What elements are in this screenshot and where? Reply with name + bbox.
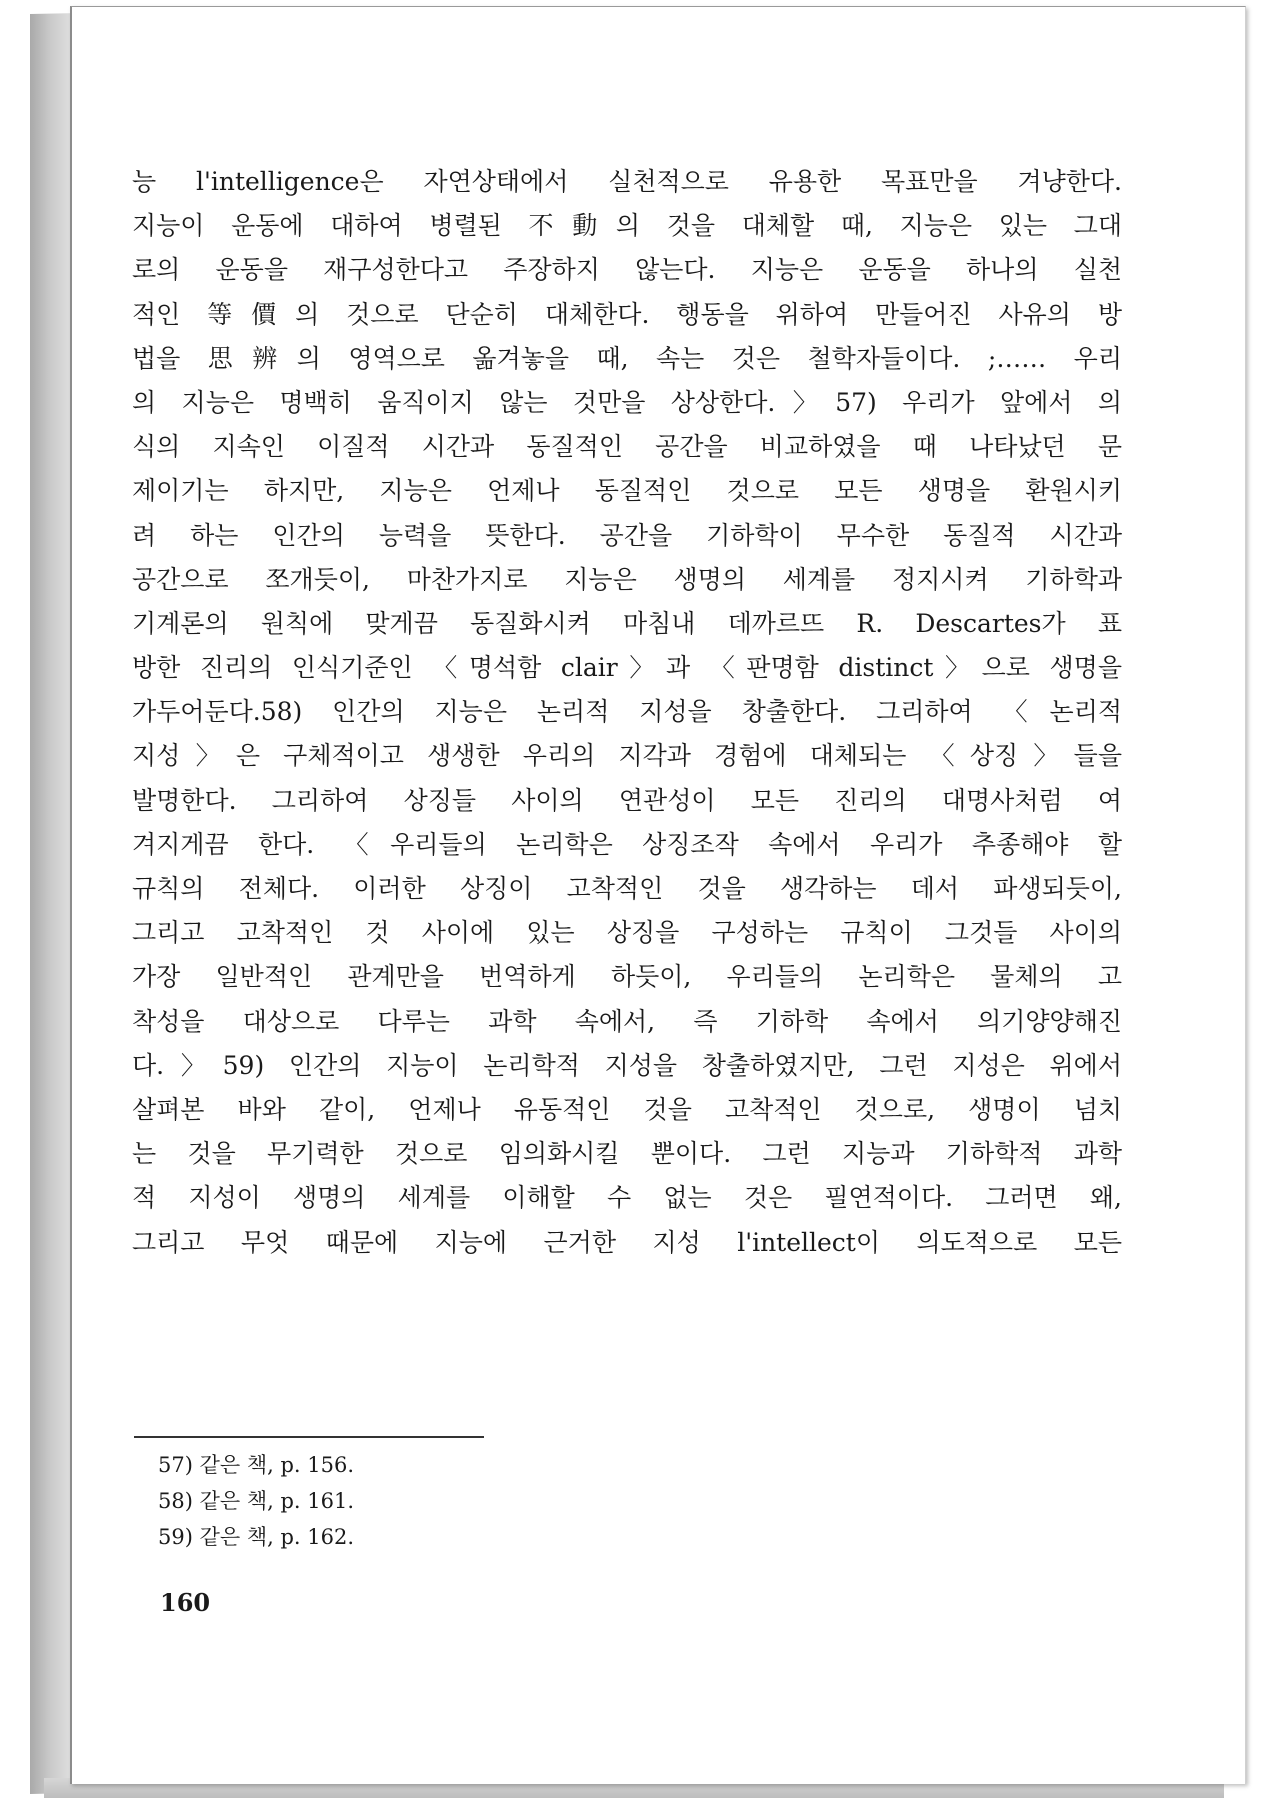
body-line: 능 l'intelligence은 자연상태에서 실천적으로 유용한 목표만을 겨냥한다. xyxy=(132,167,1122,196)
footnote-58: 58) 같은 책, p. 161. xyxy=(158,1489,355,1513)
body-line: 다.〉59) 인간의 지능이 논리학적 지성을 창출하였지만, 그런 지성은 위에서 xyxy=(132,1050,1122,1080)
body-line: 겨지게끔 한다. 〈우리들의 논리학은 상징조작 속에서 우리가 추종해야 할 xyxy=(132,829,1122,859)
footnotes xyxy=(158,1447,354,1555)
body-line: 공간으로 쪼개듯이, 마찬가지로 지능은 생명의 세계를 정지시켜 기하학과 xyxy=(132,564,1122,594)
body-line: 제이기는 하지만, 지능은 언제나 동질적인 것으로 모든 생명을 환원시키 xyxy=(132,476,1122,506)
body-line: 로의 운동을 재구성한다고 주장하지 않는다. 지능은 운동을 하나의 실천 xyxy=(132,255,1122,285)
body-line: 착성을 대상으로 다루는 과학 속에서, 즉 기하학 속에서 의기양양해진 xyxy=(132,1006,1122,1036)
body-line: 지능이 운동에 대하여 병렬된 不動의 것을 대체할 때, 지능은 있는 그대 xyxy=(132,211,1122,241)
body-line: 식의 지속인 이질적 시간과 동질적인 공간을 비교하였을 때 나타났던 문 xyxy=(132,432,1122,462)
body-line: 려 하는 인간의 능력을 뜻한다. 공간을 기하학이 무수한 동질적 시간과 xyxy=(132,520,1122,550)
body-line: 살펴본 바와 같이, 언제나 유동적인 것을 고착적인 것으로, 생명이 넘치 xyxy=(132,1094,1122,1124)
body-line: 기계론의 원칙에 맞게끔 동질화시켜 마침내 데까르뜨 R. Descartes가 표 xyxy=(132,608,1122,638)
body-line: 규칙의 전체다. 이러한 상징이 고착적인 것을 생각하는 데서 파생되듯이, xyxy=(132,874,1122,903)
page-number: 160 xyxy=(160,1588,211,1617)
body-line: 방한 진리의 인식기준인 〈명석함 clair〉과 〈판명함 distinct〉으로 생명을 xyxy=(132,653,1122,683)
body-line: 그리고 고착적인 것 사이에 있는 상징을 구성하는 규칙이 그것들 사이의 xyxy=(132,918,1122,948)
body-line: 지성〉은 구체적이고 생생한 우리의 지각과 경험에 대체되는 〈상징〉들을 xyxy=(132,741,1122,771)
body-line: 법을 思辨의 영역으로 옮겨놓을 때, 속는 것은 철학자들이다. ;…… 우리 xyxy=(132,343,1122,373)
body-line: 그리고 무엇 때문에 지능에 근거한 지성 l'intellect이 의도적으로 모든 xyxy=(132,1227,1122,1257)
body-line: 적인 等價의 것으로 단순히 대체한다. 행동을 위하여 만들어진 사유의 방 xyxy=(132,299,1122,329)
body-line: 적 지성이 생명의 세계를 이해할 수 없는 것은 필연적이다. 그러면 왜, xyxy=(132,1183,1122,1213)
body-line: 발명한다. 그리하여 상징들 사이의 연관성이 모든 진리의 대명사처럼 여 xyxy=(132,785,1122,815)
book-spine-edge xyxy=(30,13,74,1794)
body-line: 는 것을 무기력한 것으로 임의화시킬 뿐이다. 그런 지능과 기하학적 과학 xyxy=(132,1139,1122,1169)
body-line: 가두어둔다.58) 인간의 지능은 논리적 지성을 창출한다. 그리하여 〈논리적 xyxy=(132,697,1122,727)
footnote-divider xyxy=(134,1436,484,1438)
footnote-59: 59) 같은 책, p. 162. xyxy=(158,1525,355,1549)
body-line: 의 지능은 명백히 움직이지 않는 것만을 상상한다.〉57) 우리가 앞에서 의 xyxy=(132,387,1122,417)
footnote-57: 57) 같은 책, p. 156. xyxy=(158,1453,355,1477)
body-text xyxy=(132,160,1122,1265)
body-line: 가장 일반적인 관계만을 번역하게 하듯이, 우리들의 논리학은 물체의 고 xyxy=(132,962,1122,992)
